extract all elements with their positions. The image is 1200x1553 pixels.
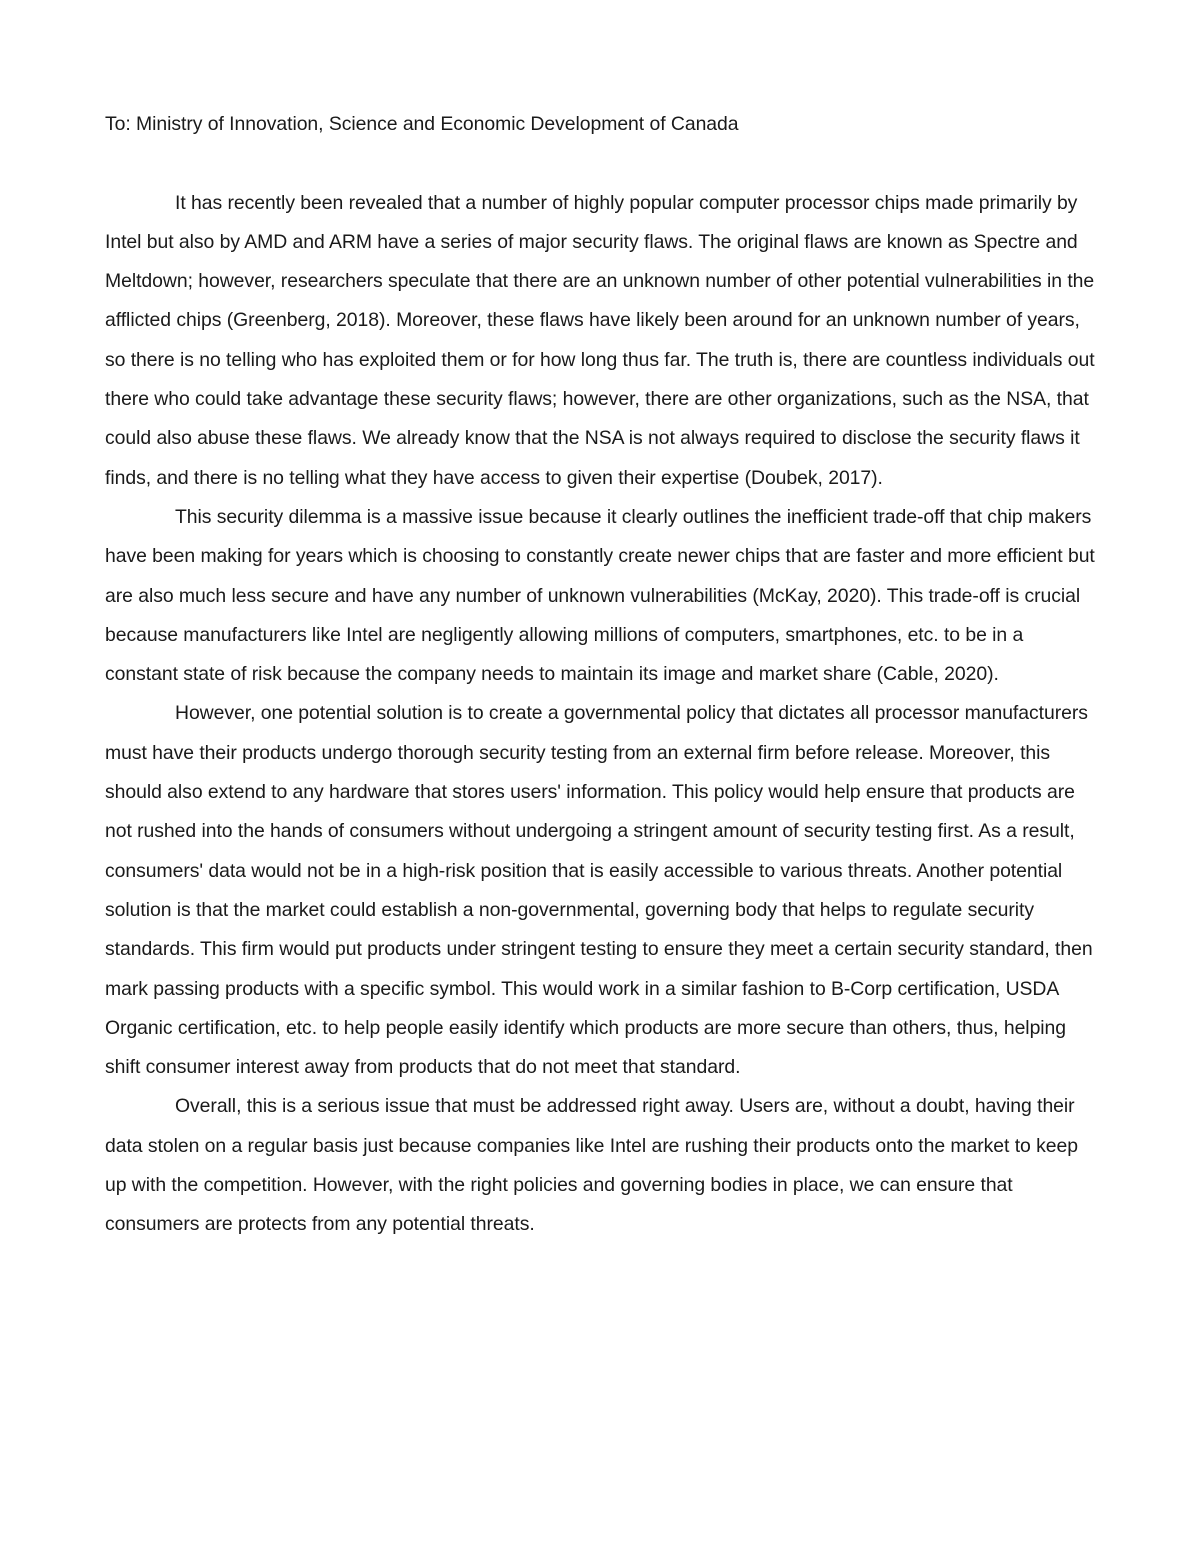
blank-line (105, 144, 1101, 183)
paragraph-conclusion: Overall, this is a serious issue that must be addressed right away. Users are, without a doubt, having their data stolen on a regular basis just because companies like Intel are rushing their products onto the market to keep up with the competition. However, with the right policies and governing bodies in place, we can ensure that consumers are protects from any potential threats. (105, 1095, 1078, 1236)
addressee-line: To: Ministry of Innovation, Science and Economic Development of Canada (105, 113, 739, 135)
paragraph-trade-off: This security dilemma is a massive issue because it clearly outlines the inefficient trade-off that chip makers have been making for years which is choosing to constantly create newer chips that are faster and more efficient but are also much less secure and have any number of unknown vulnerabilities (McKay, 2020). This trade-off is crucial because manufacturers like Intel are negligently allowing millions of computers, smartphones, etc. to be in a constant state of risk because the company needs to maintain its image and market share (Cable, 2020). (105, 505, 1095, 686)
paragraph-solutions: However, one potential solution is to create a governmental policy that dictates all processor manufacturers must have their products undergo thorough security testing from an external firm before release. Moreover, this should also extend to any hardware that stores users' information. This policy would help ensure that products are not rushed into the hands of consumers without undergoing a stringent amount of security testing first. As a result, consumers' data would not be in a high-risk position that is easily accessible to various threats. Another potential solution is that the market could establish a non-governmental, governing body that helps to regulate security standards. This firm would put products under stringent testing to ensure they meet a certain security standard, then mark passing products with a specific symbol. This would work in a similar fashion to B-Corp certification, USDA Organic certification, etc. to help people easily identify which products are more secure than others, thus, helping shift consumer interest away from products that do not meet that standard. (105, 702, 1093, 1079)
document-body (105, 105, 1101, 1245)
paragraph-security-flaws: It has recently been revealed that a number of highly popular computer processor chips made primarily by Intel but also by AMD and ARM have a series of major security flaws. The original flaws are known as Spectre and Meltdown; however, researchers speculate that there are an unknown number of other potential vulnerabilities in the afflicted chips (Greenberg, 2018). Moreover, these flaws have likely been around for an unknown number of years, so there is no telling who has exploited them or for how long thus far. The truth is, there are countless individuals out there who could take advantage these security flaws; however, there are other organizations, such as the NSA, that could also abuse these flaws. We already know that the NSA is not always required to disclose the security flaws it finds, and there is no telling what they have access to given their expertise (Doubek, 2017). (105, 191, 1095, 489)
